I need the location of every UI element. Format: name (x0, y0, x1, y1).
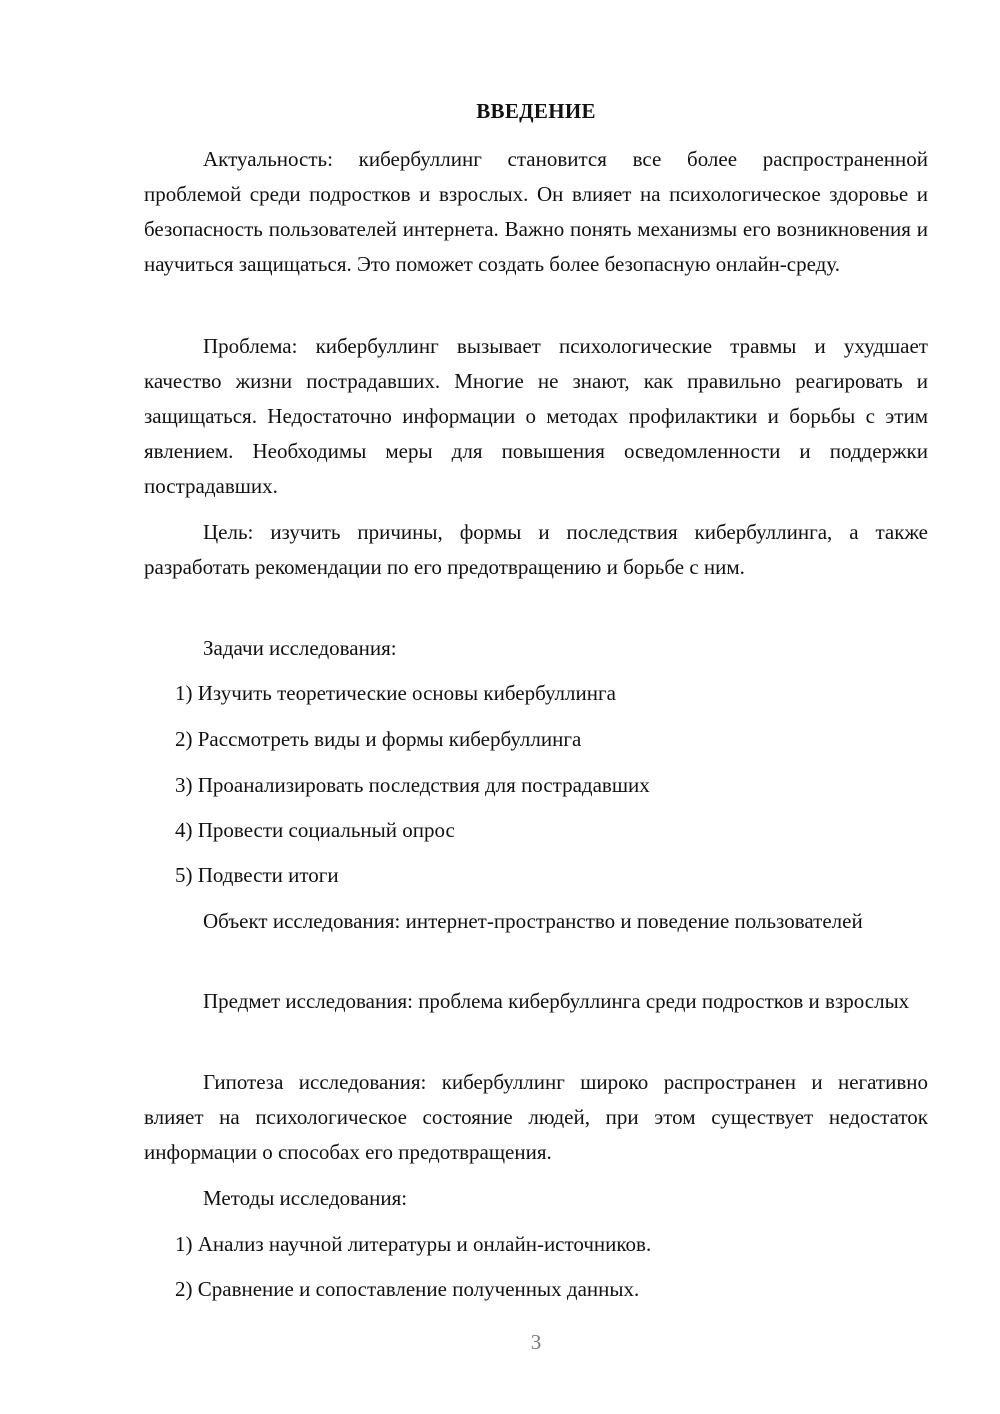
hypothesis-paragraph: Гипотеза исследования: кибербуллинг широко распространен и негативно влияет на психологическое состояние людей, при этом существует недостаток информации о способах его предотвращения. (144, 1070, 928, 1164)
method-item: 1) Анализ научной литературы и онлайн-источников. (175, 1232, 652, 1256)
methods-label: Методы исследования: (203, 1186, 408, 1210)
task-item: 5) Подвести итоги (175, 863, 339, 887)
task-item: 4) Провести социальный опрос (175, 818, 455, 842)
subject-paragraph: Предмет исследования: проблема кибербуллинга среди подростков и взрослых (203, 989, 910, 1013)
task-item: 2) Рассмотреть виды и формы кибербуллинга (175, 727, 582, 751)
relevance-paragraph: Актуальность: кибербуллинг становится все более распространенной проблемой среди подростков и взрослых. Он влияет на психологическое здоровье и безопасность пользователей интернета. Важно понять механизмы его возникновения и научиться защищаться. Это поможет создать более безопасную онлайн-среду. (144, 147, 928, 276)
page-number: 3 (530, 1330, 542, 1354)
method-item: 2) Сравнение и сопоставление полученных данных. (175, 1277, 640, 1301)
goal-paragraph: Цель: изучить причины, формы и последствия кибербуллинга, а также разработать рекомендации по его предотвращению и борьбе с ним. (144, 520, 928, 579)
problem-paragraph: Проблема: кибербуллинг вызывает психологические травмы и ухудшает качество жизни пострадавших. Многие не знают, как правильно реагировать и защищаться. Недостаточно информации о методах профилактики и борьбы с этим явлением. Необходимы меры для повышения осведомленности и поддержки пострадавших. (144, 334, 928, 498)
object-paragraph: Объект исследования: интернет-пространство и поведение пользователей (203, 909, 863, 933)
task-item: 3) Проанализировать последствия для пострадавших (175, 773, 650, 797)
task-item: 1) Изучить теоретические основы кибербуллинга (175, 681, 616, 705)
page-title: ВВЕДЕНИЕ (476, 99, 596, 123)
tasks-label: Задачи исследования: (203, 636, 397, 660)
